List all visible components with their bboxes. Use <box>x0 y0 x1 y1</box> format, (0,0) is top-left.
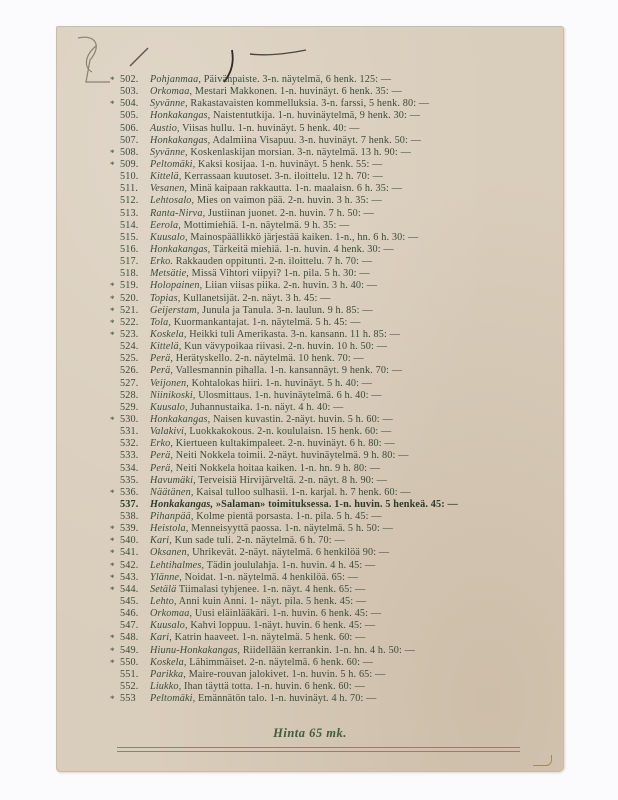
entry-author: Honkakangas, <box>150 243 211 255</box>
entry-number: 545. <box>120 596 139 608</box>
star-marker-icon: * <box>110 159 115 170</box>
star-marker-icon: * <box>110 645 115 656</box>
entry-author: Niinikoski, <box>150 389 196 401</box>
list-item <box>114 135 564 147</box>
list-item <box>110 547 564 559</box>
entry-number: 533. <box>120 450 139 462</box>
entry-author: Erko. <box>150 256 174 268</box>
list-item <box>114 220 564 232</box>
entry-description: Neiti Nokkela toimii. 2-näyt. huvinäytelmä. 9 h. 80: — <box>173 450 409 462</box>
list-item <box>110 413 564 426</box>
star-marker-icon: * <box>110 657 115 668</box>
entry-number: 530. <box>120 413 139 425</box>
entry-author: Kuusalo, <box>150 401 188 413</box>
entry-author: Orkomaa, <box>150 608 193 620</box>
entry-number: 514. <box>120 219 139 231</box>
list-item <box>110 656 564 669</box>
entry-number: 515. <box>120 231 139 243</box>
entry-number: 535. <box>120 474 139 486</box>
entry-number: 544. <box>120 583 139 595</box>
list-item <box>110 535 564 547</box>
entry-number: 527. <box>120 377 139 389</box>
entry-number: 529. <box>120 401 139 413</box>
entry-author: Orkomaa, <box>150 86 193 98</box>
list-item <box>110 292 564 305</box>
list-item <box>114 402 564 414</box>
entry-number: 502. <box>120 74 139 85</box>
list-item <box>114 450 564 462</box>
list-item <box>114 681 564 693</box>
entry-author: Honkakangas, <box>150 134 211 146</box>
entry-number: 536. <box>120 486 139 498</box>
entry-description: Kahvi loppuu. 1-näyt. huvin. 6 henk. 45: — <box>187 620 376 632</box>
list-item <box>110 486 564 499</box>
entry-number: 513. <box>120 207 139 219</box>
list-item <box>114 608 564 620</box>
entry-description: Kiertueen kultakimpaleet. 2-n. huvinäyt. 6 h. 80: — <box>173 438 395 450</box>
entry-author: Näätänen, <box>150 486 194 498</box>
entry-description: Lähimmäiset. 2-n. näytelmä. 6 henk. 60: — <box>186 656 374 668</box>
list-item <box>110 304 564 317</box>
star-marker-icon: * <box>110 317 115 328</box>
entry-description: Vallesmannin pihalla. 1-n. kansannäyt. 9 henk. 70: — <box>173 365 403 377</box>
entry-number: 509. <box>120 158 139 170</box>
entry-number: 508. <box>120 146 139 158</box>
entry-number: 505. <box>120 110 139 122</box>
entry-description: Kun vävypoikaa riivasi. 2-n. huvin. 10 h. 50: — <box>181 341 388 353</box>
entry-author: Kuusalo, <box>150 231 188 243</box>
entry-description: Junula ja Tanula. 3-n. laulun. 9 h. 85: — <box>199 304 373 316</box>
entry-author: Kuusalo, <box>150 620 188 632</box>
entry-description: Riidellään kerrankin. 1-n. hn. 4 h. 50: — <box>240 644 416 656</box>
entry-description: »Salaman» toimituksessa. 1-n. huvin. 5 henkeä. 45: — <box>213 498 458 510</box>
entry-number: 521. <box>120 304 139 316</box>
entry-description: Missä Vihtori viipyi? 1-n. pila. 5 h. 30: — <box>188 268 370 280</box>
price-label: Hinta 65 mk. <box>273 726 347 740</box>
entry-number: 551. <box>120 668 139 680</box>
entry-author: Perä, <box>150 365 174 377</box>
list-item <box>114 463 564 475</box>
entry-number: 507. <box>120 134 139 146</box>
entry-author: Kari, <box>150 632 172 644</box>
entry-number: 553 <box>120 693 136 705</box>
entry-description: Herätyskello. 2-n. näytelmä. 10 henk. 70: — <box>173 353 364 365</box>
entry-number: 526. <box>120 365 139 377</box>
entry-description: Emännätön talo. 1-n. huvinäyt. 4 h. 70: — <box>195 693 377 705</box>
list-item <box>110 98 564 110</box>
entry-description: Anni kuin Anni. 1- näyt. pila. 5 henk. 45: — <box>176 596 367 608</box>
entry-number: 547. <box>120 620 139 632</box>
entry-author: Austio, <box>150 122 180 134</box>
entry-author: Syvänne, <box>150 146 188 158</box>
entry-description: Luokkakokous. 2-n. koululaisn. 15 henk. 60: — <box>186 426 392 438</box>
entry-number: 525. <box>120 353 139 365</box>
entry-author: Havumäki, <box>150 474 196 486</box>
list-item <box>110 158 564 171</box>
entry-number: 542. <box>120 559 139 571</box>
entry-description: Naisen kuvastin. 2-näyt. huvin. 5 h. 60: — <box>210 413 393 425</box>
entry-author: Pihanpää, <box>150 511 194 523</box>
list-item <box>114 171 564 183</box>
entry-number: 552. <box>120 681 139 693</box>
entry-author: Honkakangas, <box>150 498 214 510</box>
entry-author: Setälä <box>150 583 177 595</box>
list-item <box>114 123 564 135</box>
entry-author: Veijonen, <box>150 377 189 389</box>
star-marker-icon: * <box>110 99 115 110</box>
entry-author: Geijerstam, <box>150 304 200 316</box>
entry-number: 518. <box>120 268 139 280</box>
entry-number: 519. <box>120 280 139 292</box>
entry-number: 539. <box>120 523 139 535</box>
entry-description: Uhrikevät. 2-näyt. näytelmä. 6 henkilöä 90: — <box>189 547 390 559</box>
entry-number: 517. <box>120 256 139 268</box>
entry-number: 531. <box>120 426 139 438</box>
entry-description: Kullanetsijät. 2-n. näyt. 3 h. 45: — <box>180 292 331 304</box>
list-item <box>114 86 564 98</box>
list-item <box>114 620 564 632</box>
list-item <box>110 571 564 584</box>
list-item <box>110 328 564 341</box>
entry-number: 537. <box>120 498 139 510</box>
entry-description: Ihan täyttä totta. 1-n. huvin. 6 henk. 60: — <box>181 681 365 693</box>
list-item <box>114 195 564 207</box>
list-item <box>110 74 564 86</box>
entry-author: Kari, <box>150 535 172 547</box>
entry-description: Päivänpaiste. 3-n. näytelmä, 6 henk. 125: — <box>201 74 392 85</box>
catalog-page <box>56 26 564 772</box>
entry-description: Rakkauden oppitunti. 2-n. iloittelu. 7 h. 70: — <box>173 256 373 268</box>
entry-author: Koskela, <box>150 656 187 668</box>
star-marker-icon: * <box>110 487 115 498</box>
entry-number: 528. <box>120 389 139 401</box>
entry-number: 506. <box>120 122 139 134</box>
entry-description: Heikki tuli Amerikasta. 3-n. kansann. 11 h. 85: — <box>186 328 400 340</box>
list-item <box>114 669 564 681</box>
star-marker-icon: * <box>110 293 115 304</box>
list-item <box>114 208 564 220</box>
entry-author: Honkakangas, <box>150 413 211 425</box>
entry-number: 549. <box>120 644 139 656</box>
star-marker-icon: * <box>110 572 115 583</box>
entry-description: Noidat. 1-n. näytelmä. 4 henkilöä. 65: — <box>181 571 359 583</box>
list-item <box>114 232 564 244</box>
list-item <box>110 632 564 644</box>
entry-author: Heistola, <box>150 523 189 535</box>
entry-author: Erko, <box>150 438 174 450</box>
entry-description: Tiimalasi tyhjenee. 1-n. näyt. 4 henk. 65: — <box>176 583 366 595</box>
entry-description: Ulosmittaus. 1-n. huvinäytelmä. 6 h. 40: — <box>195 389 382 401</box>
entry-author: Ylänne, <box>150 571 182 583</box>
entry-description: Koskenlaskijan morsian. 3-n. näytelmä. 13 h. 90: — <box>187 146 411 158</box>
entry-author: Tola, <box>150 316 172 328</box>
list-item <box>114 183 564 195</box>
list-item <box>110 523 564 535</box>
entry-number: 504. <box>120 98 139 110</box>
entry-author: Ranta-Nirva, <box>150 207 206 219</box>
list-item <box>114 378 564 390</box>
list-item <box>114 110 564 122</box>
entry-author: Perä, <box>150 462 174 474</box>
star-marker-icon: * <box>110 305 115 316</box>
entry-description: Mainospäällikkö järjestää kaiken. 1-n., hn. 6 h. 30: — <box>187 231 419 243</box>
entry-number: 520. <box>120 292 139 304</box>
entry-number: 523. <box>120 328 139 340</box>
entry-number: 516. <box>120 243 139 255</box>
star-marker-icon: * <box>110 633 115 644</box>
entry-author: Koskela, <box>150 328 187 340</box>
entry-description: Kun sade tuli. 2-n. näytelmä. 6 h. 70: — <box>171 535 345 547</box>
list-item <box>114 511 564 523</box>
entry-number: 522. <box>120 316 139 328</box>
entry-number: 510. <box>120 171 139 183</box>
entry-description: Katrin haaveet. 1-n. näytelmä. 5 henk. 60: — <box>171 632 366 644</box>
list-item <box>114 426 564 438</box>
list-item <box>114 353 564 365</box>
entry-description: Juhannustaika. 1-n. näyt. 4 h. 40: — <box>187 401 344 413</box>
entry-author: Vesanen, <box>150 183 188 195</box>
entry-author: Valakivi, <box>150 426 187 438</box>
star-marker-icon: * <box>110 147 115 158</box>
list-item <box>110 644 564 657</box>
star-marker-icon: * <box>110 414 115 425</box>
entry-author: Peltomäki, <box>150 693 196 705</box>
star-marker-icon: * <box>110 548 115 559</box>
list-item <box>110 559 564 572</box>
entry-author: Oksanen, <box>150 547 190 559</box>
entry-author: Lehto, <box>150 596 177 608</box>
entry-number: 538. <box>120 511 139 523</box>
entry-number: 503. <box>120 86 139 98</box>
entry-description: Mies on vaimon pää. 2-n. huvin. 3 h. 35: — <box>194 195 382 207</box>
list-item <box>110 693 564 705</box>
entry-number: 550. <box>120 656 139 668</box>
list-item <box>114 365 564 377</box>
list-item <box>114 438 564 450</box>
star-marker-icon: * <box>110 584 115 595</box>
entry-number: 541. <box>120 547 139 559</box>
entry-description: Tädin joululahja. 1-n. huvin. 4 h. 45: — <box>204 559 376 571</box>
list-item <box>114 268 564 280</box>
list-item <box>110 280 564 292</box>
entry-description: Tärkeitä miehiä. 1-n. huvin. 4 henk. 30: — <box>210 243 394 255</box>
entry-author: Syvänne, <box>150 98 188 110</box>
entry-description: Viisas hullu. 1-n. huvinäyt. 5 henk. 40: — <box>179 122 360 134</box>
entry-author: Eerola, <box>150 219 181 231</box>
divider-rule <box>117 747 520 752</box>
play-list <box>110 74 564 705</box>
entry-author: Liukko, <box>150 681 182 693</box>
list-item <box>114 341 564 353</box>
list-item <box>110 316 564 329</box>
entry-author: Lehtosalo, <box>150 195 195 207</box>
entry-description: Kerrassaan kuutoset. 3-n. iloittelu. 12 h. 70: — <box>181 171 383 183</box>
entry-number: 532. <box>120 438 139 450</box>
entry-author: Kittelä, <box>150 171 182 183</box>
entry-number: 548. <box>120 632 139 644</box>
star-marker-icon: * <box>110 694 115 705</box>
entry-description: Kaksi kosijaa. 1-n. huvinäyt. 5 henk. 55: — <box>195 158 383 170</box>
star-marker-icon: * <box>110 560 115 571</box>
star-marker-icon: * <box>110 524 115 535</box>
entry-author: Hiunu-Honkakangas, <box>150 644 241 656</box>
list-item <box>114 390 564 402</box>
entry-author: Topias, <box>150 292 181 304</box>
entry-description: Mestari Makkonen. 1-n. huvinäyt. 6 henk. 35: — <box>192 86 402 98</box>
star-marker-icon: * <box>110 536 115 547</box>
entry-description: Minä kaipaan rakkautta. 1-n. maalaisn. 6 h. 35: — <box>187 183 403 195</box>
entry-author: Holopainen, <box>150 280 203 292</box>
entry-description: Mottimiehiä. 1-n. näytelmä. 9 h. 35: — <box>180 219 350 231</box>
entry-description: Kuormankantajat. 1-n. näytelmä. 5 h. 45: — <box>171 316 361 328</box>
entry-author: Peltomäki, <box>150 158 196 170</box>
list-item <box>114 596 564 608</box>
entry-description: Neiti Nokkela hoitaa kaiken. 1-n. hn. 9 h. 80: — <box>173 462 381 474</box>
entry-author: Lehtihalmes, <box>150 559 205 571</box>
star-marker-icon: * <box>110 281 115 292</box>
list-item <box>110 146 564 159</box>
entry-description: Kaisal tulloo sulhasii. 1-n. karjal. h. 7 henk. 60: — <box>193 486 411 498</box>
entry-author: Pohjanmaa, <box>150 74 202 85</box>
entry-number: 543. <box>120 571 139 583</box>
star-marker-icon: * <box>110 75 115 85</box>
entry-description: Menneisyyttä paossa. 1-n. näytelmä. 5 h. 50: — <box>188 523 393 535</box>
folded-corner <box>533 755 552 766</box>
entry-author: Perä, <box>150 450 174 462</box>
entry-number: 511. <box>120 183 139 195</box>
list-item <box>114 475 564 487</box>
entry-description: Rakastavaisten kommelluksia. 3-n. farssi, 5 henk. 80: — <box>187 98 430 110</box>
list-item <box>110 583 564 596</box>
list-item <box>114 244 564 256</box>
entry-author: Metsätie, <box>150 268 189 280</box>
entry-description: Kohtalokas hiiri. 1-n. huvinäyt. 5 h. 40: — <box>188 377 373 389</box>
entry-description: Maire-rouvan jalokivet. 1-n. huvin. 5 h. 65: — <box>186 668 386 680</box>
entry-description: Adalmiina Visapuu. 3-n. huvinäyt. 7 henk. 50: — <box>210 134 422 146</box>
entry-author: Parikka, <box>150 668 186 680</box>
entry-number: 546. <box>120 608 139 620</box>
list-item <box>114 256 564 268</box>
entry-description: Uusi eläinlääkäri. 1-n. huvin. 6 henk. 45: — <box>192 608 382 620</box>
entry-number: 524. <box>120 341 139 353</box>
entry-author: Perä, <box>150 353 174 365</box>
entry-description: Liian viisas piika. 2-n. huvin. 3 h. 40: — <box>202 280 378 292</box>
entry-description: Terveisiä Hirvijärveltä. 2-n. näyt. 8 h. 90: — <box>195 474 387 486</box>
entry-number: 540. <box>120 535 139 547</box>
entry-number: 512. <box>120 195 139 207</box>
list-item <box>114 499 564 511</box>
star-marker-icon: * <box>110 329 115 340</box>
entry-number: 534. <box>120 462 139 474</box>
entry-author: Honkakangas, <box>150 110 211 122</box>
entry-author: Kittelä, <box>150 341 182 353</box>
entry-description: Naistentutkija. 1-n. huvinäytelmä, 9 henk. 30: — <box>210 110 421 122</box>
entry-description: Kolme pientä porsasta. 1-n. pila. 5 h. 45: — <box>193 511 382 523</box>
entry-description: Justiinan juonet. 2-n. huvin. 7 h. 50: — <box>205 207 374 219</box>
